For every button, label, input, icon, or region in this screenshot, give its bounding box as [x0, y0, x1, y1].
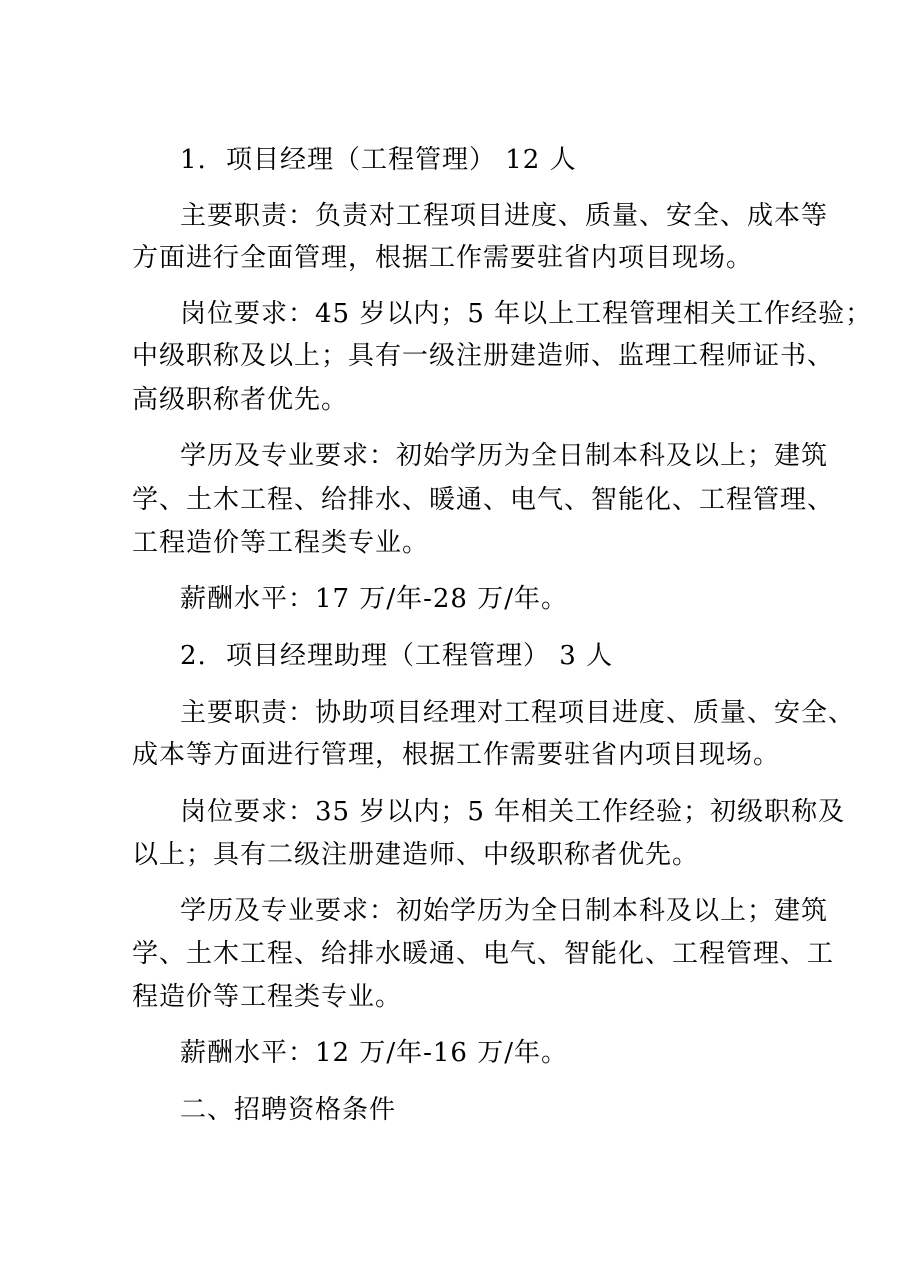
position-2-requirements-line-2: 以上；具有二级注册建造师、中级职称者优先。 [132, 840, 700, 870]
position-2-number: 2. [180, 641, 207, 671]
position-2-heading [180, 640, 613, 672]
position-2-education-line-2: 学、土木工程、给排水暖通、电气、智能化、工程管理、工 [132, 939, 835, 969]
position-1-number: 1. [180, 145, 207, 175]
position-2-duties-line-1: 主要职责：协助项目经理对工程项目进度、质量、安全、 [180, 698, 856, 728]
position-1-requirements-line-3: 高级职称者优先。 [132, 385, 349, 415]
position-1-title: 项目经理（工程管理） 12 人 [226, 145, 577, 175]
position-2-education-line-1: 学历及专业要求：初始学历为全日制本科及以上；建筑 [180, 896, 829, 926]
section-heading-qualifications: 二、招聘资格条件 [180, 1095, 397, 1125]
position-2-title: 项目经理助理（工程管理） 3 人 [226, 641, 614, 671]
position-1-education-line-1: 学历及专业要求：初始学历为全日制本科及以上；建筑 [180, 441, 829, 471]
position-1-duties-line-1: 主要职责：负责对工程项目进度、质量、安全、成本等 [180, 201, 829, 231]
position-1-requirements-line-1: 岗位要求：45 岁以内；5 年以上工程管理相关工作经验； [180, 299, 873, 329]
position-1-education-line-3: 工程造价等工程类专业。 [132, 528, 430, 558]
position-1-requirements-line-2: 中级职称及以上；具有一级注册建造师、监理工程师证书、 [132, 341, 835, 371]
position-2-duties-line-2: 成本等方面进行管理，根据工作需要驻省内项目现场。 [132, 740, 781, 770]
position-1-duties-line-2: 方面进行全面管理，根据工作需要驻省内项目现场。 [132, 243, 754, 273]
position-1-salary: 薪酬水平：17 万/年-28 万/年。 [180, 584, 569, 614]
position-2-requirements-line-1: 岗位要求：35 岁以内；5 年相关工作经验；初级职称及 [180, 797, 846, 827]
position-1-education-line-2: 学、土木工程、给排水、暖通、电气、智能化、工程管理、 [132, 485, 835, 515]
position-2-salary: 薪酬水平：12 万/年-16 万/年。 [180, 1038, 569, 1068]
position-1-heading [180, 144, 577, 176]
position-2-education-line-3: 程造价等工程类专业。 [132, 982, 403, 1012]
